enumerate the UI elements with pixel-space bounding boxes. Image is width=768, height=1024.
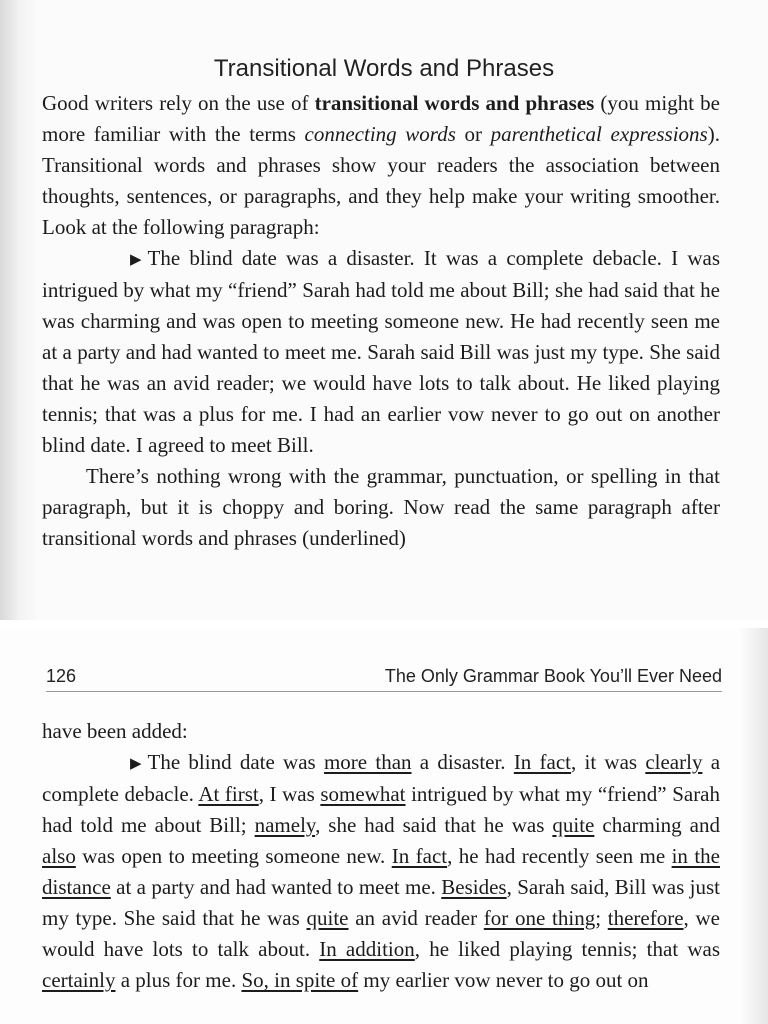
triangle-bullet-icon: ▶ bbox=[130, 754, 142, 772]
lower-page-body bbox=[42, 716, 720, 996]
revised-text: , he had recently seen me bbox=[447, 844, 672, 868]
underlined-transition: Besides bbox=[441, 875, 507, 899]
underlined-transition: more than bbox=[323, 750, 412, 774]
revised-text: a plus for me. bbox=[115, 968, 242, 992]
page-gap bbox=[0, 620, 768, 628]
revised-text: , it was bbox=[571, 750, 646, 774]
commentary-paragraph: There’s nothing wrong with the grammar, punctuation, or spelling in that paragraph, but it is choppy and boring. Now read the same paragraph after transitional words and phrases (underlined) bbox=[42, 464, 720, 550]
section-heading: Transitional Words and Phrases bbox=[213, 55, 555, 82]
revised-text: charming and bbox=[594, 813, 720, 837]
intro-text: (you might be more familiar with the terms bbox=[42, 91, 720, 146]
underlined-transition: In fact bbox=[391, 844, 448, 868]
revised-text: ; bbox=[595, 906, 608, 930]
underlined-transition: certainly bbox=[42, 968, 116, 992]
upper-page-body bbox=[42, 88, 720, 554]
underlined-transition: therefore bbox=[607, 906, 684, 930]
page-footer bbox=[46, 666, 722, 692]
underlined-transition: somewhat bbox=[320, 782, 406, 806]
underlined-transition: clearly bbox=[645, 750, 703, 774]
underlined-transition: namely bbox=[254, 813, 316, 837]
revised-text: a complete debacle. bbox=[42, 750, 721, 806]
intro-text: Good writers rely on the use of bbox=[42, 91, 315, 115]
page-number: 126 bbox=[46, 666, 77, 686]
revised-text: , Sarah said, Bill was just my type. She said that he was bbox=[42, 875, 720, 930]
intro-text: or bbox=[455, 122, 491, 146]
example-paragraph-plain bbox=[42, 243, 720, 461]
underlined-transition: quite bbox=[552, 813, 595, 837]
underlined-transition: quite bbox=[306, 906, 349, 930]
underlined-transition: In addition bbox=[319, 937, 415, 961]
revised-text: , we would have lots to talk about. bbox=[42, 906, 720, 961]
revised-text: was open to meeting someone new. bbox=[75, 844, 392, 868]
intro-paragraph bbox=[42, 88, 720, 243]
underlined-transition: for one thing bbox=[483, 906, 596, 930]
footer-rule bbox=[46, 691, 722, 692]
revised-text: The blind date was bbox=[147, 750, 324, 774]
underlined-transition: At first bbox=[198, 782, 259, 806]
underlined-transition: So, in spite of bbox=[241, 968, 359, 992]
continuation-line: have been added: bbox=[42, 719, 188, 743]
example-text: The blind date was a disaster. It was a complete debacle. I was intrigued by what my “friend” Sarah had told me about Bill; she had said that he was charming and was open to meeting someone new. He had recently seen me at a party and had wanted to meet me. Sarah said Bill was just my type. She said that he was an avid reader; we would have lots to talk about. He liked playing tennis; that was a plus for me. I had an earlier vow never to go out on another blind date. I agreed to meet Bill. bbox=[42, 246, 720, 457]
revised-text: , he liked playing tennis; that was bbox=[414, 937, 720, 961]
example-paragraph-revised bbox=[42, 747, 720, 996]
revised-text: , she had said that he was bbox=[315, 813, 553, 837]
intro-text: ). Transitional words and phrases show your readers the association between thoughts, sentences, or paragraphs, and they help make your writing smoother. Look at the following paragraph: bbox=[42, 122, 720, 239]
revised-text: intrigued by what my “friend” Sarah had told me about Bill; bbox=[42, 782, 721, 837]
italic-term: parenthetical expressions bbox=[490, 122, 708, 146]
running-head: The Only Grammar Book You’ll Ever Need bbox=[384, 666, 722, 686]
key-term: transitional words and phrases bbox=[314, 91, 595, 115]
revised-text: , I was bbox=[258, 782, 321, 806]
italic-term: connecting words bbox=[304, 122, 456, 146]
revised-text: an avid reader bbox=[348, 906, 484, 930]
triangle-bullet-icon: ▶ bbox=[130, 250, 142, 268]
underlined-transition: In fact bbox=[513, 750, 572, 774]
revised-text: at a party and had wanted to meet me. bbox=[110, 875, 442, 899]
revised-text: my earlier vow never to go out on bbox=[358, 968, 649, 992]
underlined-transition: also bbox=[42, 844, 76, 868]
revised-text: a disaster. bbox=[411, 750, 514, 774]
underlined-transition: in the distance bbox=[42, 844, 720, 899]
